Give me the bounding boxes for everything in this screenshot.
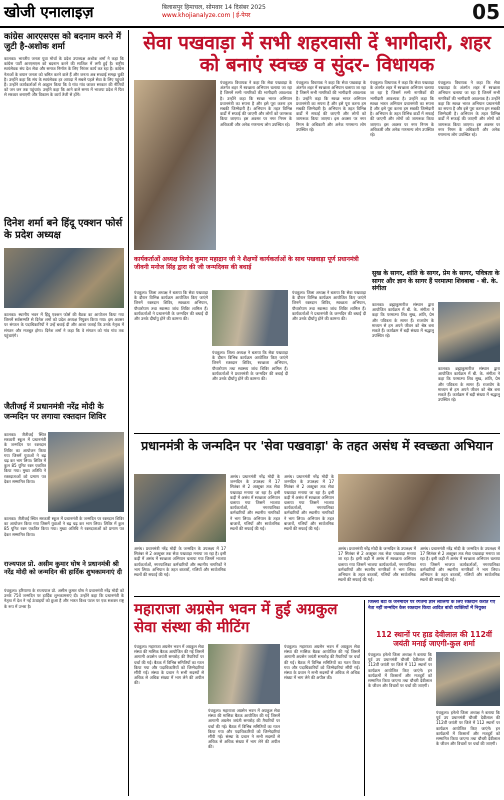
column-divider [128, 30, 129, 796]
caption-donation: जिल्ला बेटी के जनमदिन पर रंगतमा ज्ञान लोलिंगी के लिए रक्तदान कराते गए नेता नहीं जन्मदिन केस रक्तदान किया आदित बांधी व्यक्तियों में नियुक्त [368, 600, 496, 611]
article-congress-rss: कालका। भारतीय जनता युवा मोर्चा के प्रदेश उपाध्यक्ष अशोक शर्मा ने कहा कि कांग्रेस पार्टी आरएसएस को बदनाम करने की साजिश में लगी हुई है। राष्ट्रीय स्वयंसेवक संघ देश सेवा और समाज निर्माण के लिए निरंतर कार्य कर रहा है। कांग्रेस नेताओं के बयान जनता को भ्रमित करने वाले हैं और जनता अब सच्चाई समझ चुकी है। उन्होंने कहा कि संघ के स्वयंसेवक हर आपदा में सबसे पहले सेवा के लिए पहुंचते हैं। उन्होंने कार्यकर्ताओं से आह्वान किया कि वे गांव गांव जाकर सरकार की नीतियों को जन जन तक पहुंचाएं। उन्होंने कहा कि आने वाले समय में भाजपा प्रदेश में फिर से सरकार बनाएगी और विकास के कार्य तेजी से होंगे। [4, 56, 124, 98]
lead-article-col2: पंचकूला। विधायक ने कहा कि सेवा पखवाड़ा के अंतर्गत शहर में स्वच्छता अभियान चलाया जा रहा है जिसमें सभी नागरिकों की भागीदारी आवश्यक है। उन्होंने कहा कि स्वच्छ भारत अभियान प्रधानमंत्री का सपना है और इसे पूरा करना हम सबकी जिम्मेदारी है। अभियान के तहत विभिन्न वार्डों में सफाई की जाएगी और लोगों को जागरूक किया जाएगा। इस अवसर पर नगर निगम के अधिकारी और अनेक गणमान्य लोग उपस्थित रहे। [296, 80, 366, 132]
newspaper-title: खोजी एनालाइज़ [4, 3, 94, 21]
lead-headline: सेवा पखवाड़ा में सभी शहरवासी दें भागीदारी, शहर को बनाएं स्वच्छ व सुंदर- विधायक [143, 32, 491, 76]
article-asandh-col2: असंध। प्रधानमंत्री नरेंद्र मोदी के जन्मदिन के उपलक्ष्य में 17 सितंबर से 2 अक्टूबर तक सेवा पखवाड़ा मनाया जा रहा है। इसी कड़ी में असंध में स्वच्छता अभियान चलाया गया जिसमें भाजपा कार्यकर्ताओं, नगरपालिका कर्मचारियों और स्थानीय नागरिकों ने भाग लिया। अभियान के तहत बाजारों, गलियों और सार्वजनिक स्थलों की सफाई की गई। [284, 474, 334, 532]
headline-agrasen-meeting: महाराजा अग्रसेन भवन में हुई अग्रकुल सेवा संस्था की मीटिंग [134, 600, 338, 636]
section-rule-2 [134, 596, 500, 597]
article-agrasen-col1: पंचकूला। महाराजा अग्रसेन भवन में अग्रकुल सेवा संस्था की मासिक बैठक आयोजित की गई जिसमें आगामी अग्रसेन जयंती समारोह की तैयारियों पर चर्चा की गई। बैठक में विभिन्न समितियों का गठन किया गया और पदाधिकारियों को जिम्मेदारियां सौंपी गईं। संस्था के प्रधान ने सभी सदस्यों से अधिक से अधिक संख्या में भाग लेने की अपील की। [134, 644, 204, 686]
article-blood-donation: कालका। जैतीजई स्थित सरकारी स्कूल में प्रधानमंत्री के जन्मदिन पर रक्तदान शिविर का आयोजन किया गया जिसमें युवाओं ने बढ़ चढ़ कर भाग लिया। शिविर में कुल 85 यूनिट रक्त एकत्रित किया गया। मुख्य अतिथि ने रक्तदाताओं को प्रमाण पत्र देकर सम्मानित किया। [4, 516, 124, 537]
article-devilal-col1: पंचकूला। इनेलो जिला अध्यक्ष ने बताया कि पूर्व उप प्रधानमंत्री चौधरी देवीलाल की 112वीं जयंती पर जिले में 112 स्थानों पर कार्यक्रम आयोजित किए जाएंगे। इन कार्यक्रमों में किसानों और मजदूरों को सम्मानित किया जाएगा तथा चौधरी देवीलाल के जीवन और विचारों पर चर्चा की जाएगी। [368, 652, 432, 689]
article-agrasen-col2: पंचकूला। महाराजा अग्रसेन भवन में अग्रकुल सेवा संस्था की मासिक बैठक आयोजित की गई जिसमें आगामी अग्रसेन जयंती समारोह की तैयारियों पर चर्चा की गई। बैठक में विभिन्न समितियों का गठन किया गया और पदाधिकारियों को जिम्मेदारियां सौंपी गईं। संस्था के प्रधान ने सभी सदस्यों से अधिक से अधिक संख्या में भाग लेने की अपील की। [208, 708, 280, 750]
page-number: 05 [472, 0, 500, 24]
photo-sewa-workers [212, 290, 288, 346]
article-asandh-col3: असंध। प्रधानमंत्री नरेंद्र मोदी के जन्मदिन के उपलक्ष्य में 17 सितंबर से 2 अक्टूबर तक सेवा पखवाड़ा मनाया जा रहा है। इसी कड़ी में असंध में स्वच्छता अभियान चलाया गया जिसमें भाजपा कार्यकर्ताओं, नगरपालिका कर्मचारियों और स्थानीय नागरिकों ने भाग लिया। अभियान के तहत बाजारों, गलियों और सार्वजनिक स्थलों की सफाई की गई। [338, 546, 416, 583]
photo-devilal [436, 652, 500, 706]
headline-congress-rss: कांग्रेस आरएसएस को बदनाम करने में जुटी है-अशोक शर्मा [4, 32, 122, 52]
article-asandh-col0: असंध। प्रधानमंत्री नरेंद्र मोदी के जन्मदिन के उपलक्ष्य में 17 सितंबर से 2 अक्टूबर तक सेवा पखवाड़ा मनाया जा रहा है। इसी कड़ी में असंध में स्वच्छता अभियान चलाया गया जिसमें भाजपा कार्यकर्ताओं, नगरपालिका कर्मचारियों और स्थानीय नागरिकों ने भाग लिया। अभियान के तहत बाजारों, गलियों और सार्वजनिक स्थलों की सफाई की गई। [134, 546, 226, 578]
article-devilal-col2: पंचकूला। इनेलो जिला अध्यक्ष ने बताया कि पूर्व उप प्रधानमंत्री चौधरी देवीलाल की 112वीं जयंती पर जिले में 112 स्थानों पर कार्यक्रम आयोजित किए जाएंगे। इन कार्यक्रमों में किसानों और मजदूरों को सम्मानित किया जाएगा तथा चौधरी देवीलाल के जीवन और विचारों पर चर्चा की जाएगी। [436, 710, 500, 747]
photo-asandh-1 [134, 474, 226, 542]
headline-blood-donation: जैतीजई में प्रधानमंत्री नरेंद्र मोदी के जन्मदिन पर लगाया रक्तदान शिविर [4, 402, 106, 421]
column-divider-2 [364, 600, 365, 796]
issue-date: बिलासपुर हिमाचल, सोमवार 14 दिसंबर 2025 [162, 4, 266, 11]
headline-governor-wishes: राज्यपाल प्रो. असीम कुमार घोष ने प्रधानमंत्री श्री नरेंद्र मोदी को जन्मदिन की हार्दिक शुभकामनाएं दी [4, 560, 122, 576]
article-governor-wishes: पंचकूला। हरियाणा के राज्यपाल प्रो. असीम कुमार घोष ने प्रधानमंत्री नरेंद्र मोदी को उनके 75वें जन्मदिन पर हार्दिक शुभकामनाएं दी। उन्होंने कहा कि प्रधानमंत्री के नेतृत्व में देश ने नई ऊंचाइयों को छुआ है और भारत विश्व पटल पर एक सशक्त राष्ट्र के रूप में उभरा है। [4, 588, 124, 609]
headline-devilal-jayanti: 112 स्थानों पर हाड देवीलाल की 112वीं जयंती मनाई जाएगी-कुल शर्मा [376, 630, 492, 648]
article-bk-sangeeta-col2: कालका। ब्रह्माकुमारीज संस्थान द्वारा आयोजित कार्यक्रम में बी. के. संगीता ने कहा कि परमात्मा शिव सुख, शांति, प्रेम और पवित्रता के सागर हैं। राजयोग के माध्यम से हम अपने जीवन को श्रेष्ठ बना सकते हैं। कार्यक्रम में बड़ी संख्या में श्रद्धालु उपस्थित रहे। [438, 366, 500, 403]
lead-article-col4: पंचकूला। विधायक ने कहा कि सेवा पखवाड़ा के अंतर्गत शहर में स्वच्छता अभियान चलाया जा रहा है जिसमें सभी नागरिकों की भागीदारी आवश्यक है। उन्होंने कहा कि स्वच्छ भारत अभियान प्रधानमंत्री का सपना है और इसे पूरा करना हम सबकी जिम्मेदारी है। अभियान के तहत विभिन्न वार्डों में सफाई की जाएगी और लोगों को जागरूक किया जाएगा। इस अवसर पर नगर निगम के अधिकारी और अनेक गणमान्य लोग उपस्थित रहे। [438, 80, 500, 138]
masthead-subline: www.khojianalyze.com | ई-पेपर [162, 12, 251, 19]
headline-asandh-cleanliness: प्रधानमंत्री के जन्मदिन पर 'सेवा पखवाड़ा' के तहत असंध में स्वच्छता अभियान [141, 438, 493, 453]
masthead [0, 0, 504, 28]
photo-blood-donation [48, 432, 124, 512]
article-sewa-workers-col1: पंचकूला। जिला अध्यक्ष ने बताया कि सेवा पखवाड़ा के दौरान विभिन्न कार्यक्रम आयोजित किए जाएंगे जिनमें रक्तदान शिविर, स्वच्छता अभियान, पौधारोपण तथा स्वास्थ्य जांच शिविर शामिल हैं। कार्यकर्ताओं ने प्रधानमंत्री के जन्मदिन की बधाई दी और उनके दीर्घायु होने की कामना की। [134, 290, 208, 322]
headline-bk-sangeeta: सुख के सागर, शांति के सागर, प्रेम के सागर, पवित्रता के सागर और ज्ञान के सागर हैं परमात्मा शिव‌बाबा - बी. के. संगीता [372, 270, 500, 293]
article-sewa-workers-col3: पंचकूला। जिला अध्यक्ष ने बताया कि सेवा पखवाड़ा के दौरान विभिन्न कार्यक्रम आयोजित किए जाएंगे जिनमें रक्तदान शिविर, स्वच्छता अभियान, पौधारोपण तथा स्वास्थ्य जांच शिविर शामिल हैं। कार्यकर्ताओं ने प्रधानमंत्री के जन्मदिन की बधाई दी और उनके दीर्घायु होने की कामना की। [292, 290, 366, 322]
photo-hindu-action-force [4, 248, 124, 308]
article-blood-donation-side: कालका। जैतीजई स्थित सरकारी स्कूल में प्रधानमंत्री के जन्मदिन पर रक्तदान शिविर का आयोजन किया गया जिसमें युवाओं ने बढ़ चढ़ कर भाग लिया। शिविर में कुल 85 यूनिट रक्त एकत्रित किया गया। मुख्य अतिथि ने रक्तदाताओं को प्रमाण पत्र देकर सम्मानित किया। [4, 432, 46, 484]
photo-asandh-2 [338, 474, 500, 542]
article-sewa-workers-col2: पंचकूला। जिला अध्यक्ष ने बताया कि सेवा पखवाड़ा के दौरान विभिन्न कार्यक्रम आयोजित किए जाएंगे जिनमें रक्तदान शिविर, स्वच्छता अभियान, पौधारोपण तथा स्वास्थ्य जांच शिविर शामिल हैं। कार्यकर्ताओं ने प्रधानमंत्री के जन्मदिन की बधाई दी और उनके दीर्घायु होने की कामना की। [212, 350, 288, 382]
section-rule [134, 433, 500, 434]
lead-article-col3: पंचकूला। विधायक ने कहा कि सेवा पखवाड़ा के अंतर्गत शहर में स्वच्छता अभियान चलाया जा रहा है जिसमें सभी नागरिकों की भागीदारी आवश्यक है। उन्होंने कहा कि स्वच्छ भारत अभियान प्रधानमंत्री का सपना है और इसे पूरा करना हम सबकी जिम्मेदारी है। अभियान के तहत विभिन्न वार्डों में सफाई की जाएगी और लोगों को जागरूक किया जाएगा। इस अवसर पर नगर निगम के अधिकारी और अनेक गणमान्य लोग उपस्थित रहे। [370, 80, 434, 138]
photo-agrasen [208, 644, 280, 704]
article-bk-sangeeta-col1: कालका। ब्रह्माकुमारीज संस्थान द्वारा आयोजित कार्यक्रम में बी. के. संगीता ने कहा कि परमात्मा शिव सुख, शांति, प्रेम और पवित्रता के सागर हैं। राजयोग के माध्यम से हम अपने जीवन को श्रेष्ठ बना सकते हैं। कार्यक्रम में बड़ी संख्या में श्रद्धालु उपस्थित रहे। [372, 302, 434, 339]
headline-hindu-action-force: दिनेश शर्मा बने हिंदू एक्शन फोर्स के प्रदेश अध्यक्ष [4, 218, 123, 241]
lead-article-col1: पंचकूला। विधायक ने कहा कि सेवा पखवाड़ा के अंतर्गत शहर में स्वच्छता अभियान चलाया जा रहा है जिसमें सभी नागरिकों की भागीदारी आवश्यक है। उन्होंने कहा कि स्वच्छ भारत अभियान प्रधानमंत्री का सपना है और इसे पूरा करना हम सबकी जिम्मेदारी है। अभियान के तहत विभिन्न वार्डों में सफाई की जाएगी और लोगों को जागरूक किया जाएगा। इस अवसर पर नगर निगम के अधिकारी और अनेक गणमान्य लोग उपस्थित रहे। [220, 80, 292, 127]
headline-sewa-pakhwada-workers: कार्यकर्ताओं अध्यक्ष विनोद कुमार महाद्रान जी ने शैक्षणों कार्यकर्ताओं के साथ पखवाड़ा पूर्ण प्रधानमंत्री जीवनी मनोज सिंह द्वारा की जी जन्मदिवस की बधाई [134, 256, 359, 271]
article-asandh-col1: असंध। प्रधानमंत्री नरेंद्र मोदी के जन्मदिन के उपलक्ष्य में 17 सितंबर से 2 अक्टूबर तक सेवा पखवाड़ा मनाया जा रहा है। इसी कड़ी में असंध में स्वच्छता अभियान चलाया गया जिसमें भाजपा कार्यकर्ताओं, नगरपालिका कर्मचारियों और स्थानीय नागरिकों ने भाग लिया। अभियान के तहत बाजारों, गलियों और सार्वजनिक स्थलों की सफाई की गई। [230, 474, 280, 532]
article-agrasen-col3: पंचकूला। महाराजा अग्रसेन भवन में अग्रकुल सेवा संस्था की मासिक बैठक आयोजित की गई जिसमें आगामी अग्रसेन जयंती समारोह की तैयारियों पर चर्चा की गई। बैठक में विभिन्न समितियों का गठन किया गया और पदाधिकारियों को जिम्मेदारियां सौंपी गईं। संस्था के प्रधान ने सभी सदस्यों से अधिक से अधिक संख्या में भाग लेने की अपील की। [284, 644, 360, 681]
article-asandh-col4: असंध। प्रधानमंत्री नरेंद्र मोदी के जन्मदिन के उपलक्ष्य में 17 सितंबर से 2 अक्टूबर तक सेवा पखवाड़ा मनाया जा रहा है। इसी कड़ी में असंध में स्वच्छता अभियान चलाया गया जिसमें भाजपा कार्यकर्ताओं, नगरपालिका कर्मचारियों और स्थानीय नागरिकों ने भाग लिया। अभियान के तहत बाजारों, गलियों और सार्वजनिक स्थलों की सफाई की गई। [420, 546, 500, 583]
article-hindu-action-force: कालका। स्थानीय भवन में हिंदू एक्शन फोर्स की बैठक का आयोजन किया गया जिसमें सर्वसम्मति से दिनेश शर्मा को प्रदेश अध्यक्ष नियुक्त किया गया। इस अवसर पर संगठन के पदाधिकारियों ने उन्हें बधाई दी और आशा जताई कि उनके नेतृत्व में संगठन और मजबूत होगा। दिनेश शर्मा ने कहा कि वे संगठन को गांव गांव तक पहुंचाएंगे। [4, 312, 124, 338]
photo-bk-sangeeta [438, 302, 500, 362]
photo-lead-story [134, 80, 216, 250]
